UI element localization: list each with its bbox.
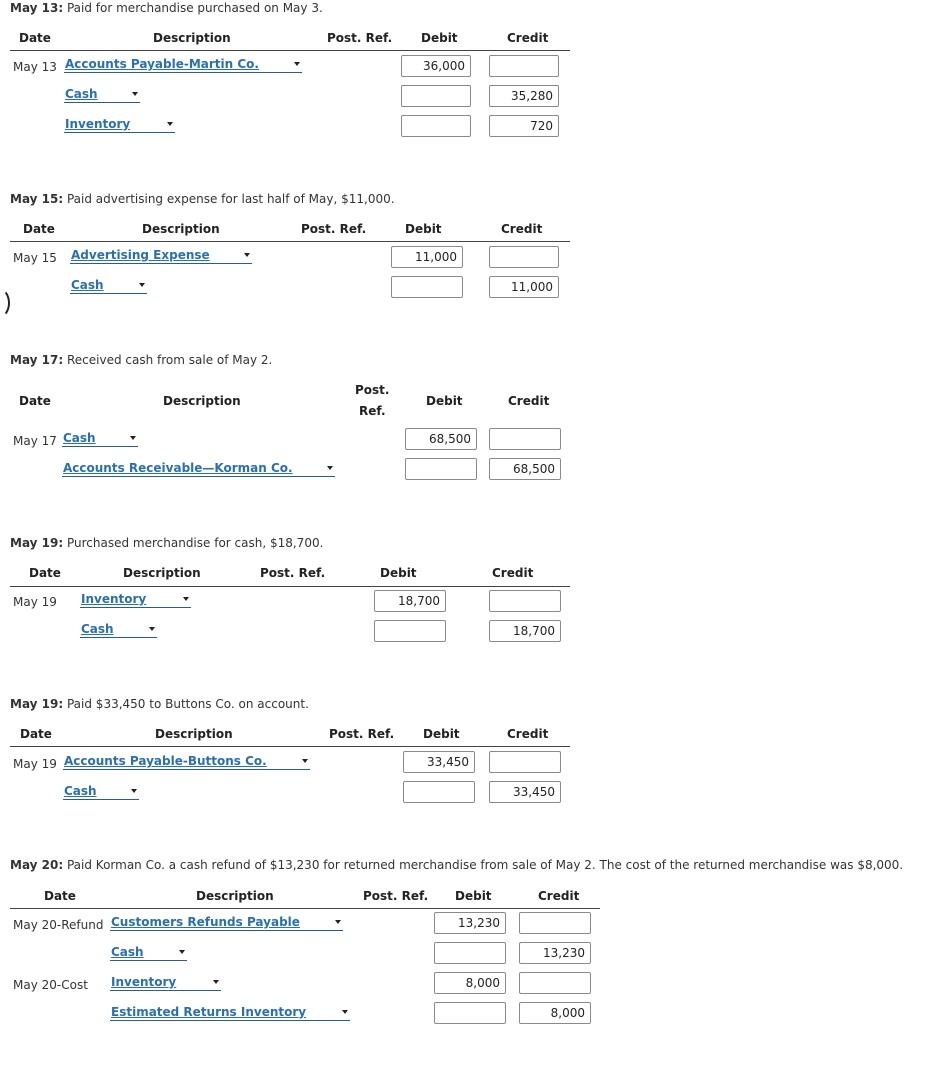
header-credit: Credit [507, 727, 549, 741]
entry-title: May 19: Paid $33,450 to Buttons Co. on account. [10, 697, 309, 711]
chevron-down-icon [244, 253, 250, 257]
header-post-ref: Post. [355, 383, 390, 397]
debit-input[interactable] [434, 1002, 506, 1024]
account-dropdown[interactable] [80, 592, 191, 608]
debit-input[interactable]: 36,000 [401, 55, 471, 77]
chevron-down-icon [335, 920, 341, 924]
account-label: Accounts Payable-Martin Co. [65, 57, 259, 71]
chevron-down-icon [294, 62, 300, 66]
header-date: Date [29, 566, 61, 580]
account-label: Accounts Receivable—Korman Co. [63, 461, 293, 475]
debit-input[interactable] [434, 942, 506, 964]
account-label: Inventory [65, 117, 131, 131]
debit-input[interactable] [405, 458, 477, 480]
header-debit: Debit [426, 394, 463, 408]
header-debit: Debit [455, 889, 492, 903]
header-rule [10, 241, 570, 242]
chevron-down-icon [167, 122, 173, 126]
header-post-ref: Post. Ref. [327, 31, 393, 45]
chevron-down-icon [342, 1010, 348, 1014]
entry-title: May 17: Received cash from sale of May 2. [10, 353, 273, 367]
header-date: Date [19, 394, 51, 408]
debit-input[interactable]: 11,000 [391, 246, 463, 268]
entry-title: May 19: Purchased merchandise for cash, $18,700. [10, 536, 324, 550]
account-dropdown[interactable] [70, 248, 252, 264]
credit-input[interactable]: 13,230 [519, 942, 591, 964]
account-label: Cash [64, 784, 97, 798]
credit-input[interactable] [519, 972, 591, 994]
entry-title: May 13: Paid for merchandise purchased on May 3. [10, 1, 323, 15]
credit-input[interactable] [489, 55, 559, 77]
edge-artifact [0, 288, 10, 318]
chevron-down-icon [213, 980, 219, 984]
credit-input[interactable]: 33,450 [489, 781, 561, 803]
account-label: Estimated Returns Inventory [111, 1005, 307, 1019]
header-date: Date [23, 222, 55, 236]
header-description: Description [155, 727, 233, 741]
chevron-down-icon [327, 466, 333, 470]
header-post-ref: Post. Ref. [301, 222, 367, 236]
credit-input[interactable] [519, 912, 591, 934]
credit-input[interactable] [489, 751, 561, 773]
header-credit: Credit [507, 31, 549, 45]
header-rule [10, 50, 570, 51]
account-label: Customers Refunds Payable [111, 915, 300, 929]
row-date: May 20-Cost [13, 978, 88, 992]
credit-input[interactable] [489, 246, 559, 268]
account-label: Inventory [81, 592, 147, 606]
header-date: Date [19, 31, 51, 45]
debit-input[interactable] [403, 781, 475, 803]
credit-input[interactable] [489, 590, 561, 612]
account-dropdown[interactable] [110, 1005, 350, 1021]
header-post-ref: Post. Ref. [260, 566, 326, 580]
row-date: May 15 [13, 251, 57, 265]
account-dropdown[interactable] [63, 754, 310, 770]
chevron-down-icon [139, 283, 145, 287]
header-description: Description [142, 222, 220, 236]
entry-title: May 15: Paid advertising expense for last half of May, $11,000. [10, 192, 395, 206]
header-debit: Debit [423, 727, 460, 741]
row-date: May 17 [13, 434, 57, 448]
header-rule [10, 908, 600, 909]
credit-input[interactable]: 8,000 [519, 1002, 591, 1024]
account-dropdown[interactable] [80, 622, 157, 638]
header-post-ref: Post. Ref. [329, 727, 395, 741]
account-label: Cash [71, 278, 104, 292]
header-post-ref: Ref. [359, 404, 386, 418]
debit-input[interactable]: 13,230 [434, 912, 506, 934]
account-dropdown[interactable] [110, 915, 343, 931]
header-credit: Credit [508, 394, 550, 408]
header-credit: Credit [492, 566, 534, 580]
header-credit: Credit [501, 222, 543, 236]
header-description: Description [196, 889, 274, 903]
chevron-down-icon [183, 597, 189, 601]
account-dropdown[interactable] [64, 87, 140, 103]
chevron-down-icon [179, 950, 185, 954]
debit-input[interactable] [401, 85, 471, 107]
account-dropdown[interactable] [62, 431, 138, 447]
debit-input[interactable]: 33,450 [403, 751, 475, 773]
debit-input[interactable]: 68,500 [405, 428, 477, 450]
header-debit: Debit [380, 566, 417, 580]
header-post-ref: Post. Ref. [363, 889, 429, 903]
account-label: Accounts Payable-Buttons Co. [64, 754, 267, 768]
chevron-down-icon [132, 92, 138, 96]
account-label: Cash [65, 87, 98, 101]
header-date: Date [44, 889, 76, 903]
header-credit: Credit [538, 889, 580, 903]
chevron-down-icon [130, 436, 136, 440]
account-label: Cash [81, 622, 114, 636]
header-date: Date [20, 727, 52, 741]
credit-input[interactable] [489, 428, 561, 450]
debit-input[interactable] [374, 620, 446, 642]
chevron-down-icon [149, 627, 155, 631]
row-date: May 19 [13, 595, 57, 609]
credit-input[interactable]: 18,700 [489, 620, 561, 642]
account-dropdown[interactable] [110, 975, 221, 991]
header-description: Description [153, 31, 231, 45]
header-debit: Debit [421, 31, 458, 45]
account-label: Cash [111, 945, 144, 959]
credit-input[interactable]: 35,280 [489, 85, 559, 107]
header-description: Description [123, 566, 201, 580]
debit-input[interactable] [391, 276, 463, 298]
row-date: May 13 [13, 60, 57, 74]
header-description: Description [163, 394, 241, 408]
account-label: Advertising Expense [71, 248, 210, 262]
chevron-down-icon [131, 789, 137, 793]
account-label: Cash [63, 431, 96, 445]
account-label: Inventory [111, 975, 177, 989]
account-dropdown[interactable] [70, 278, 147, 294]
header-debit: Debit [405, 222, 442, 236]
debit-input[interactable]: 8,000 [434, 972, 506, 994]
chevron-down-icon [302, 759, 308, 763]
row-date: May 20-Refund [13, 918, 104, 932]
account-dropdown[interactable] [62, 461, 335, 477]
credit-input[interactable]: 720 [489, 115, 559, 137]
account-dropdown[interactable] [64, 117, 175, 133]
credit-input[interactable]: 68,500 [489, 458, 561, 480]
account-dropdown[interactable] [64, 57, 302, 73]
account-dropdown[interactable] [110, 945, 187, 961]
debit-input[interactable]: 18,700 [374, 590, 446, 612]
row-date: May 19 [13, 757, 57, 771]
entry-title: May 20: Paid Korman Co. a cash refund of $13,230 for returned merchandise from sale of May 2. The cost of the returned merchandise was $8,000. [10, 858, 904, 872]
header-rule [10, 586, 570, 587]
header-rule [10, 746, 570, 747]
credit-input[interactable]: 11,000 [489, 276, 559, 298]
account-dropdown[interactable] [63, 784, 139, 800]
debit-input[interactable] [401, 115, 471, 137]
